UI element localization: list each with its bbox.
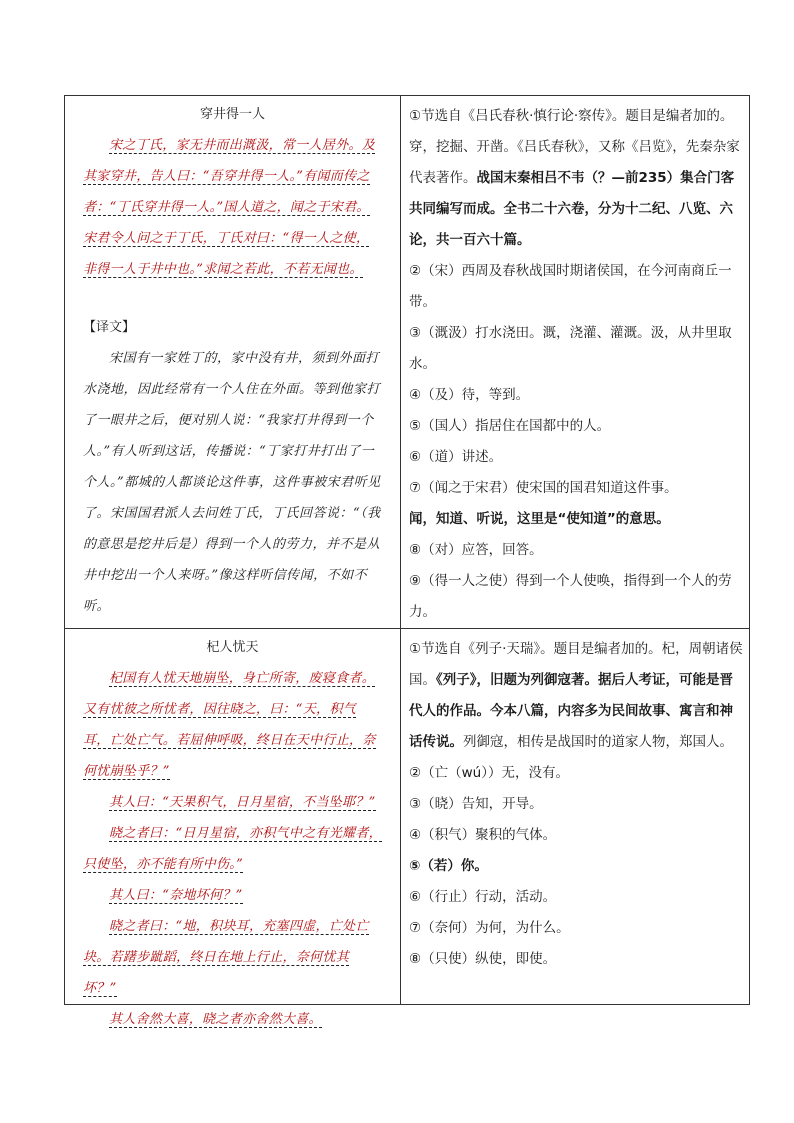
story2-para-5 [83,911,382,1004]
story2-para-2 [83,787,382,818]
note-8: ⑧（对）应答，回答。 [409,542,543,558]
note-7: ⑦（闻之于宋君）使宋国的国君知道这件事。 [409,480,678,496]
note-1 [409,101,745,256]
note-1-text: ①节选自《吕氏春秋·慎行论·察传》。题目是编者加的。穿，挖掘、开凿。《吕氏春秋》，又称《吕览》，先秦杂家代表著作。 [409,108,740,186]
note-7-bold: 闻，知道、听说，这里是“使知道”的意思。 [409,511,670,527]
story2-text-cell [65,629,400,1027]
story2-para-3-text: 晓之者曰：“日月星宿，亦积气中之有光耀者，只使坠，亦不能有所中伤。” [83,826,382,872]
note-1-bold: 战国末秦相吕不韦（？—前235）集合门客共同编写而成。全书二十六卷，分为十二纪、八览、六论，共一百六十篇。 [409,170,735,248]
story2-para-2-text: 其人曰：“天果积气，日月星宿，不当坠耶？” [109,795,376,810]
story1-title: 穿井得一人 [199,107,265,122]
story2-para-3 [83,818,382,880]
note-2-6: ⑥（行止）行动，活动。 [409,889,557,905]
story2-para-1-text: 杞国有人忧天地崩坠，身亡所寄，废寝食者。又有忧彼之所忧者，因往晓之，曰：“天，积气耳，亡处亡气。若屈伸呼吸，终日在天中行止，奈何忧崩坠乎？” [83,671,376,779]
translation-label: 【译文】 [83,320,136,335]
note-5: ⑤（国人）指居住在国都中的人。 [409,418,611,434]
story2-para-5-text: 晓之者曰：“地，积块耳，充塞四虚，亡处亡块。若躇步跐蹈，终日在地上行止，奈何忧其坏？” [83,919,369,996]
story1-translation: 宋国有一家姓丁的，家中没有井，须到外面打水浇地，因此经常有一个人住在外面。等到他家打了一眼井之后，便对别人说：“我家打井得到一个人。”有人听到这话，传播说：“丁家打井打出了一个人。”都城的人都谈论这件事，这件事被宋君听见了。宋国国君派人去问姓丁氏，丁氏回答说：“（我的意思是挖井后是）得到一个人的劳力，并不是从井中挖出一个人来呀。”像这样听信传闻，不如不听。 [83,351,381,614]
note-2: ②（宋）西周及春秋战国时期诸侯国，在今河南商丘一带。 [409,263,732,310]
story1-original [83,130,382,285]
note-2-8: ⑧（只使）纵使，即使。 [409,951,557,967]
note-3: ③（溉汲）打水浇田。溉，浇灌、灌溉。汲，从井里取水。 [409,325,732,372]
note-2-1-bold: 《列子》，旧题为列御寇著。据后人考证，可能是晋代人的作品。今本八篇，内容多为民间故事、寓言和神话传说。 [409,672,733,750]
story2-para-6-text: 其人舍然大喜，晓之者亦舍然大喜。 [109,1012,322,1027]
note-2-4: ④（积气）聚积的气体。 [409,827,557,843]
story1-original-text: 宋之丁氏，家无井而出溉汲，常一人居外。及其家穿井，告人曰：“吾穿井得一人。”有闻而传之者：“丁氏穿井得一人。”国人道之，闻之于宋君。宋君令人问之于丁氏，丁氏对曰：“得一人之使，非得一人于井中也。”求闻之若此，不若无闻也。 [83,138,376,277]
story2-para-4 [83,880,382,911]
note-2-5: ⑤（若）你。 [409,858,488,874]
story2-notes-cell [401,629,751,1006]
note-6: ⑥（道）讲述。 [409,449,503,465]
story1-text-cell [65,96,400,628]
note-2-1-text: ①节选自《列子·天瑞》。题目是编者加的。杞，周朝诸侯国。 [409,641,743,688]
note-2-3: ③（晓）告知，开导。 [409,796,543,812]
note-2-1 [409,634,745,758]
story1-notes-cell [401,96,751,628]
story2-title: 杞人忧天 [206,640,259,655]
spacer [83,285,382,312]
note-2-1-tail: 列御寇，相传是战国时的道家人物，郑国人。 [463,734,733,750]
note-4: ④（及）待，等到。 [409,387,530,403]
note-2-2: ②（亡（wú））无，没有。 [409,765,569,781]
note-2-7: ⑦（奈何）为何，为什么。 [409,920,570,936]
story2-para-6 [83,1004,382,1035]
story2-para-4-text: 其人曰：“奈地坏何？” [109,888,243,903]
note-9: ⑨（得一人之使）得到一个人使唤，指得到一个人的劳力。 [409,573,732,620]
story2-para-1 [83,663,382,787]
notes-table [64,95,750,1027]
